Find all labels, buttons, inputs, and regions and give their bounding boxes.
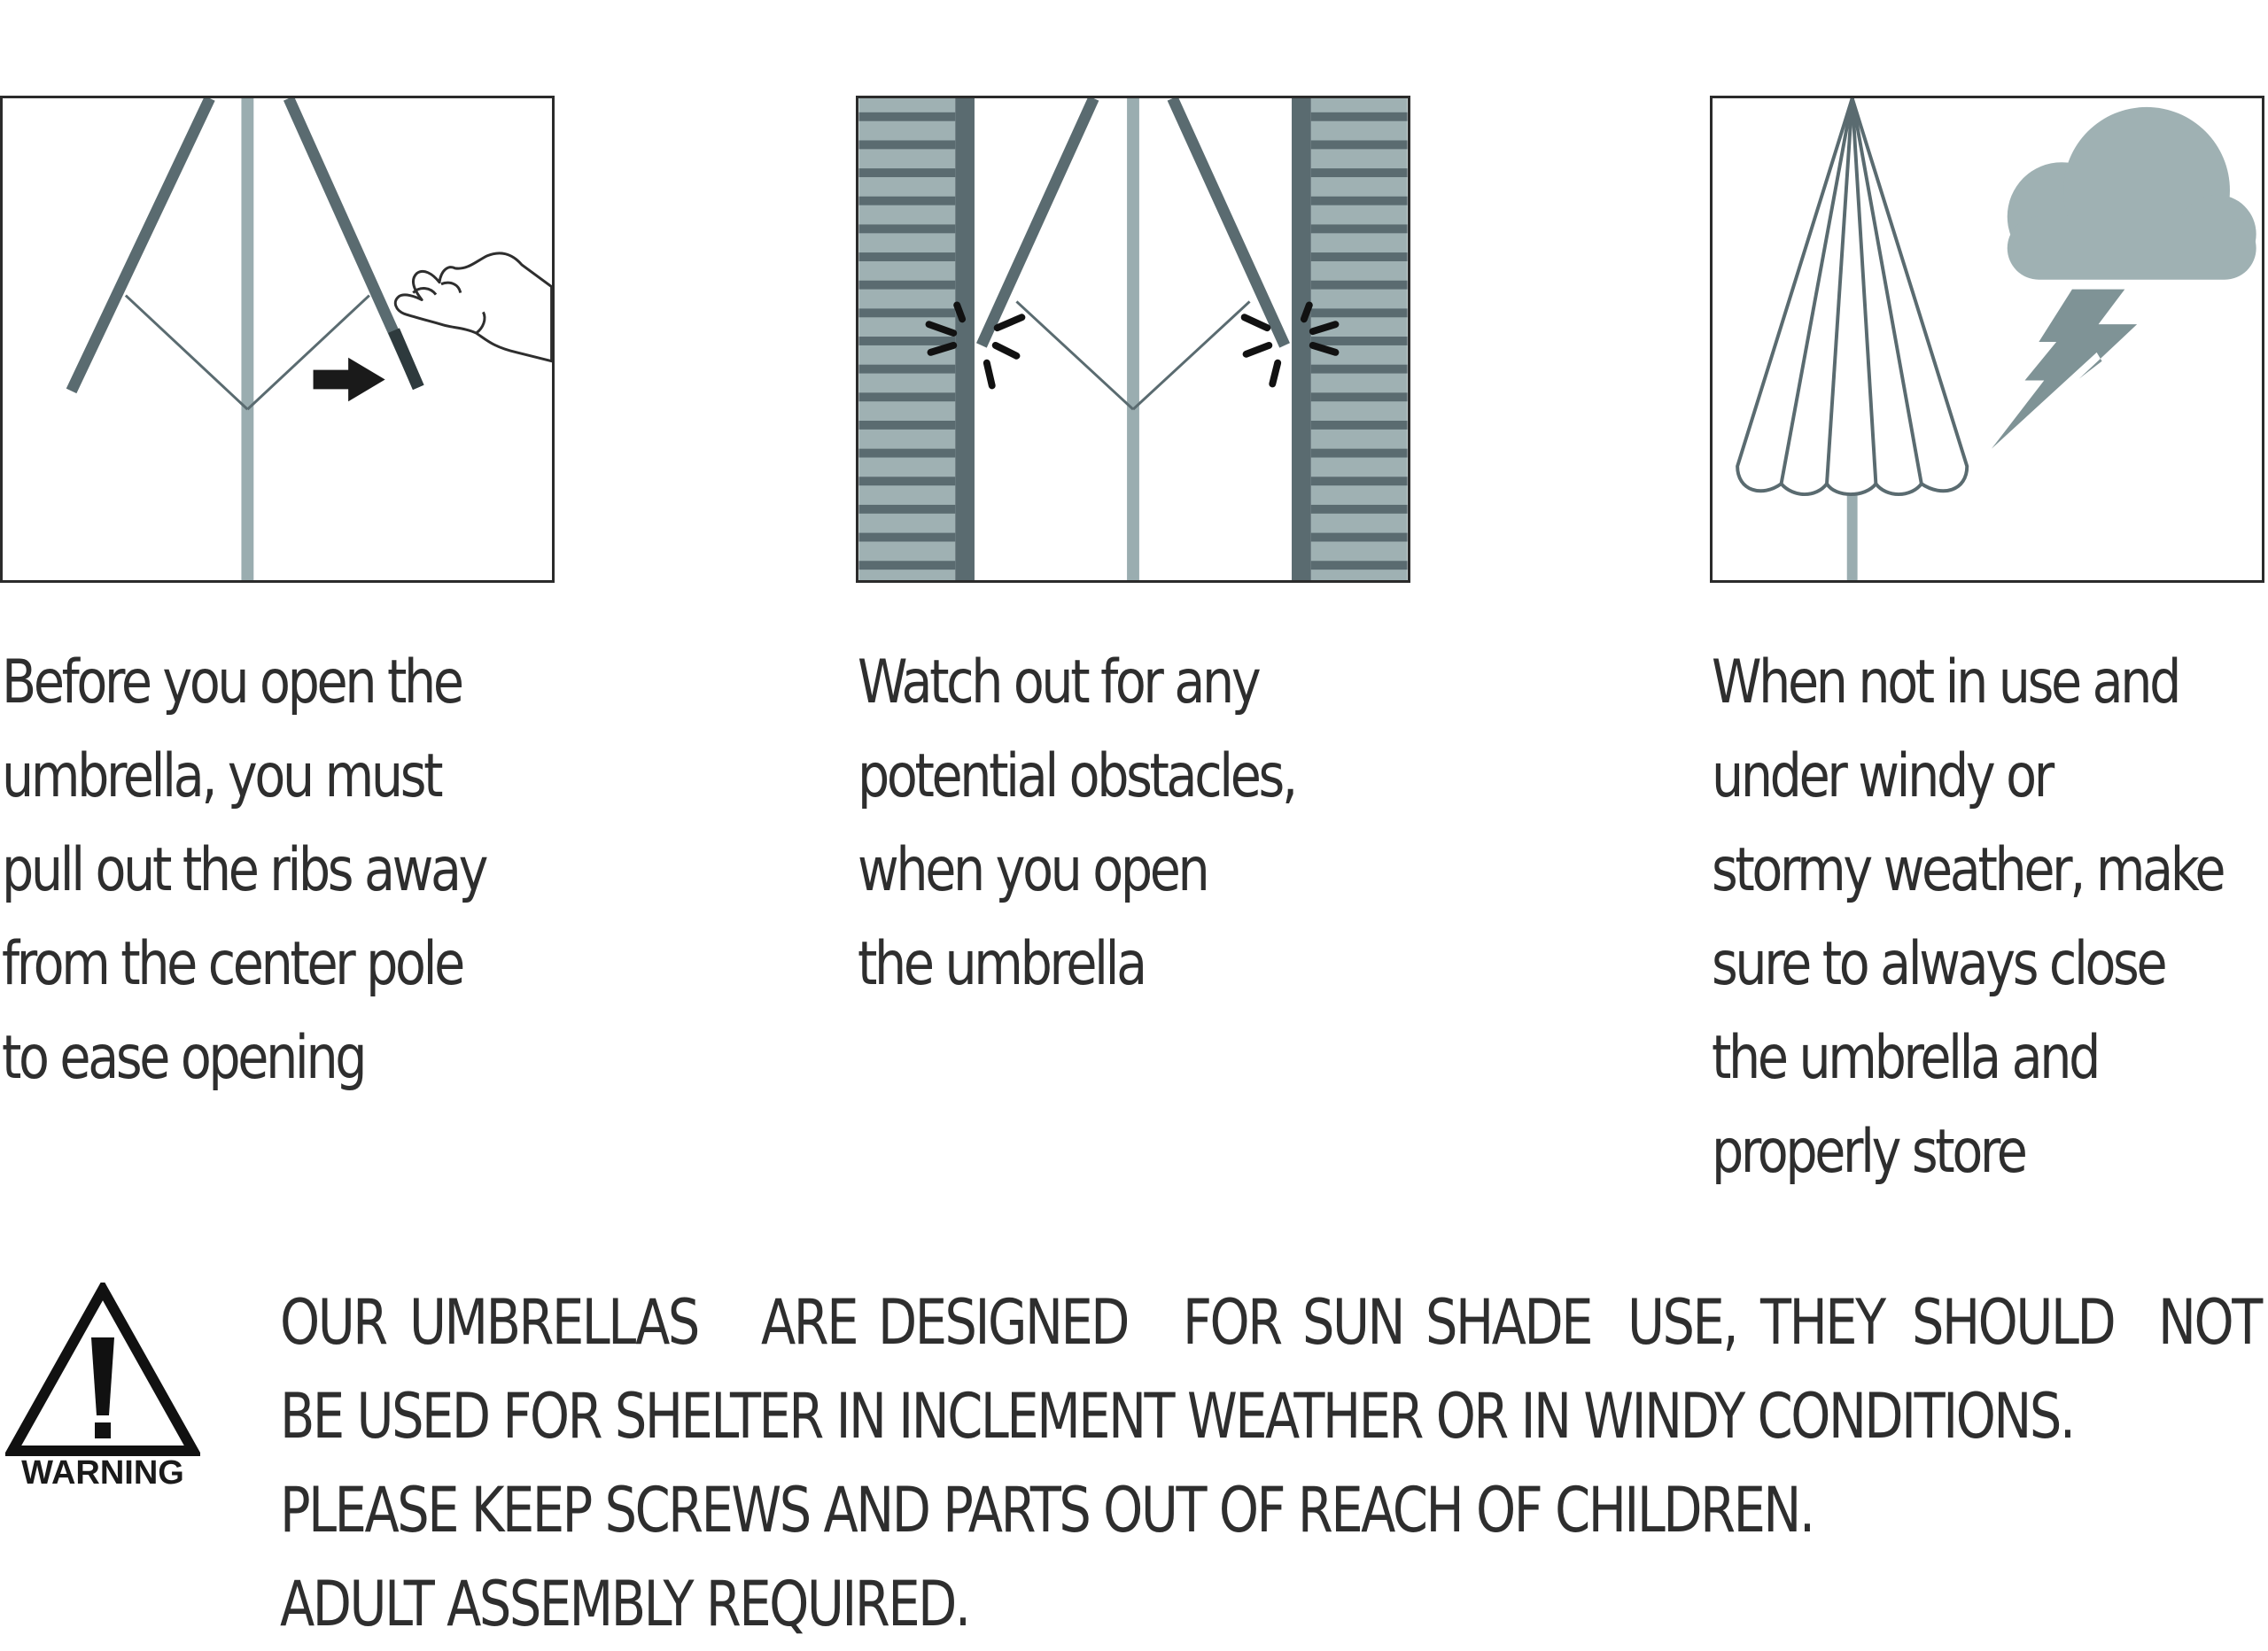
- warning-word: SHOULD: [1911, 1286, 2115, 1359]
- warning-line-3: PLEASE KEEP SCREWS AND PARTS OUT OF REACH OF CHILDREN.: [280, 1474, 1814, 1546]
- caption-line: When not in use and: [1712, 647, 2179, 717]
- warning-word: USE,: [1627, 1286, 1737, 1359]
- warning-word: UMBRELLAS: [408, 1286, 698, 1359]
- warning-line-1: [280, 1275, 2264, 1369]
- caption-pull-ribs: [2, 636, 486, 1105]
- caption-line: Watch out for any: [858, 647, 1259, 717]
- left-obstacle-wall: [858, 98, 975, 580]
- caption-line: the umbrella and: [1712, 1023, 2098, 1093]
- caption-line: Before you open the: [2, 647, 462, 717]
- warning-word: FOR: [1183, 1286, 1281, 1359]
- illustration-pull-ribs: [0, 96, 555, 583]
- caption-storm: [1712, 636, 2224, 1199]
- caption-line: pull out the ribs away: [2, 835, 486, 905]
- rib-right: [1173, 98, 1285, 345]
- closed-umbrella-icon: [1737, 98, 1967, 580]
- warning-label: WARNING: [21, 1454, 184, 1492]
- center-pole: [1127, 98, 1139, 580]
- caption-line: under windy or: [1712, 741, 2052, 811]
- arrow-right-icon: [314, 358, 385, 401]
- warning-text: [280, 1275, 2264, 1651]
- warning-word: DESIGNED: [878, 1286, 1129, 1359]
- stretcher-left: [126, 296, 247, 410]
- stretcher-left: [1016, 301, 1133, 409]
- caption-line: properly store: [1712, 1117, 2025, 1187]
- warning-word: NOT: [2158, 1286, 2261, 1359]
- caption-line: stormy weather, make: [1712, 835, 2224, 905]
- stretcher-right: [1133, 301, 1250, 409]
- storm-cloud-icon: [2008, 107, 2256, 280]
- warning-line-2: BE USED FOR SHELTER IN INCLEMENT WEATHER OR IN WINDY CONDITIONS.: [280, 1380, 2074, 1453]
- warning-word: SHADE: [1425, 1286, 1592, 1359]
- caption-line: potential obstacles,: [858, 741, 1295, 811]
- rib-tip: [394, 330, 419, 387]
- illustration-storm: [1710, 96, 2264, 583]
- warning-word: THEY: [1760, 1286, 1885, 1359]
- caption-line: when you open: [858, 835, 1208, 905]
- hand-icon: [395, 253, 551, 361]
- center-pole: [241, 98, 253, 580]
- lightning-bolt-icon: [1992, 290, 2137, 449]
- warning-word: OUR: [280, 1286, 386, 1359]
- right-obstacle-wall: [1292, 98, 1408, 580]
- warning-word: SUN: [1302, 1286, 1404, 1359]
- rib-left: [72, 98, 210, 391]
- storm-illustration: [1713, 98, 2262, 580]
- caption-line: sure to always close: [1712, 929, 2165, 999]
- caption-line: to ease opening: [2, 1023, 365, 1093]
- caption-obstacles: [858, 636, 1319, 1012]
- pull-ribs-illustration: [3, 98, 552, 580]
- caption-line: umbrella, you must: [2, 741, 441, 811]
- warning-line-4: ADULT ASSEMBLY REQUIRED.: [280, 1568, 969, 1640]
- caption-line: from the center pole: [2, 929, 462, 999]
- warning-symbol: [5, 1283, 200, 1495]
- caption-line: the umbrella: [858, 929, 1145, 999]
- warning-triangle-icon: [5, 1283, 200, 1460]
- warning-word: ARE: [761, 1286, 858, 1359]
- rib-left: [982, 98, 1094, 345]
- illustration-obstacles: [856, 96, 1410, 583]
- obstacles-illustration: [858, 98, 1408, 580]
